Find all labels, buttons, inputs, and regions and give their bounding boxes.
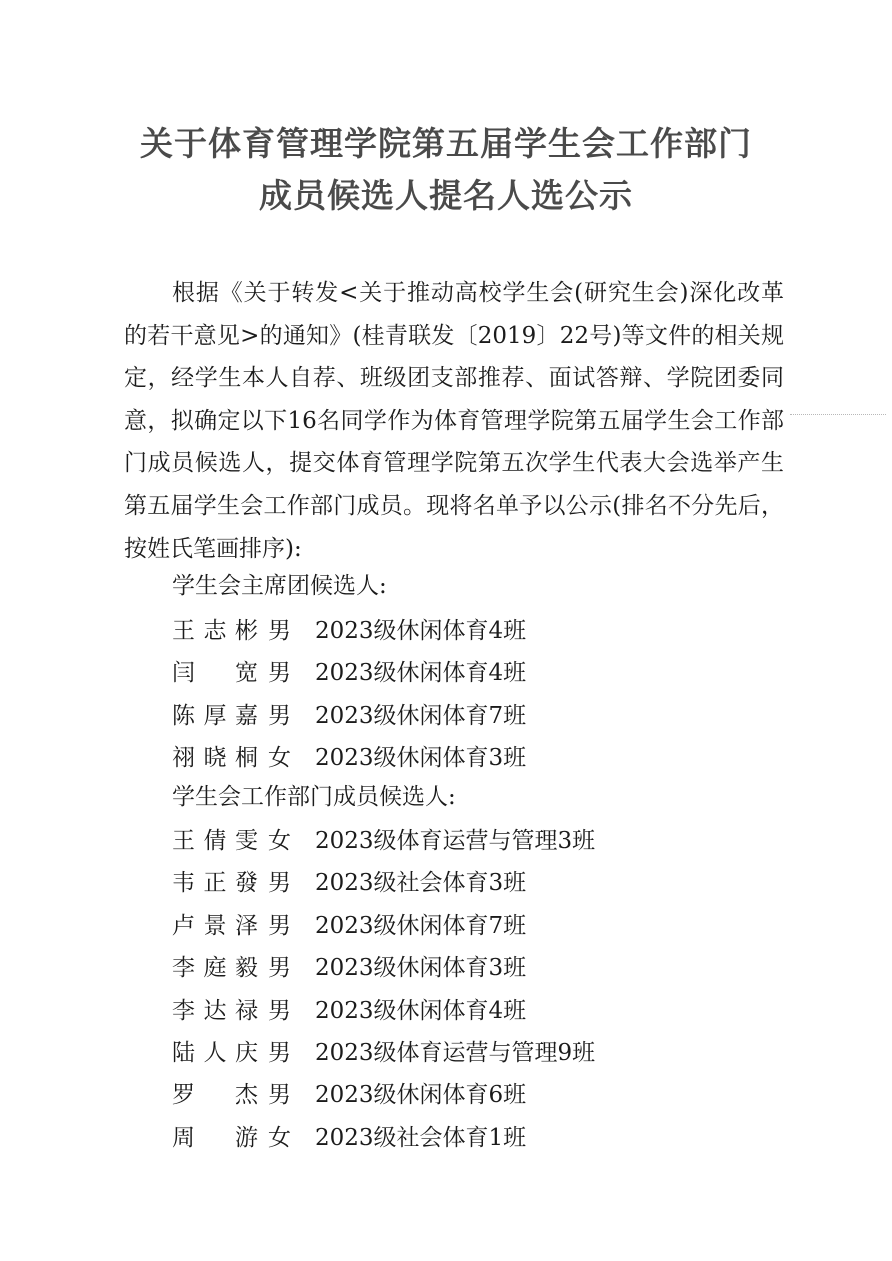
candidate-name: 祤晓桐 xyxy=(172,745,258,772)
candidate-name: 李庭毅 xyxy=(172,955,258,982)
candidate-name: 卢景泽 xyxy=(172,912,258,939)
candidate-name: 韦正發 xyxy=(172,870,258,897)
body-paragraph: 根据《关于转发<关于推动高校学生会(研究生会)深化改革的若干意见>的通知》(桂青联发〔2019〕22号)等文件的相关规定，经学生本人自荐、班级团支部推荐、面试答辩、学院团委同意，拟确定以下16名同学作为体育管理学院第五届学生会工作部门成员候选人，提交体育管理学院第五次学生代表大会选举产生第五届学生会工作部门成员。现将名单予以公示(排名不分先后，按姓氏笔画排序): xyxy=(124,280,784,562)
document-title-line-2: 成员候选人提名人选公示 xyxy=(259,176,633,215)
candidate-class: 2023级社会体育3班 xyxy=(315,870,527,897)
candidate-class: 2023级休闲体育7班 xyxy=(315,912,527,939)
departments-heading: 学生会工作部门成员候选人: xyxy=(172,784,456,810)
candidate-gender: 男 xyxy=(268,1082,291,1109)
candidate-class: 2023级体育运营与管理9班 xyxy=(315,1039,596,1066)
candidate-gender: 男 xyxy=(268,1039,291,1066)
candidate-name: 陆人庆 xyxy=(172,1039,258,1066)
candidate-name: 李达禄 xyxy=(172,997,258,1024)
candidate-name: 罗杰 xyxy=(172,1082,258,1109)
candidate-gender: 女 xyxy=(268,745,291,772)
candidate-class: 2023级休闲体育3班 xyxy=(315,745,527,772)
candidate-name: 周游 xyxy=(172,1124,258,1151)
candidate-class: 2023级休闲体育4班 xyxy=(315,618,527,644)
candidate-class: 2023级休闲体育4班 xyxy=(315,660,527,687)
candidate-name: 陈厚嘉 xyxy=(172,702,258,729)
candidate-gender: 女 xyxy=(268,828,291,854)
candidate-name: 王倩雯 xyxy=(172,828,258,854)
candidate-class: 2023级休闲体育7班 xyxy=(315,702,527,729)
candidate-name: 闫宽 xyxy=(172,660,258,687)
candidate-class: 2023级休闲体育6班 xyxy=(315,1082,527,1109)
candidate-class: 2023级休闲体育3班 xyxy=(315,955,527,982)
candidate-class: 2023级社会体育1班 xyxy=(315,1124,527,1151)
candidate-gender: 男 xyxy=(268,997,291,1024)
candidate-class: 2023级休闲体育4班 xyxy=(315,997,527,1024)
candidate-gender: 男 xyxy=(268,955,291,982)
candidate-gender: 男 xyxy=(268,870,291,897)
candidate-gender: 男 xyxy=(268,618,291,644)
presidium-heading: 学生会主席团候选人: xyxy=(172,573,387,599)
document-title-line-1: 关于体育管理学院第五届学生会工作部门 xyxy=(140,124,752,163)
scan-artifact-line xyxy=(790,414,886,415)
candidate-gender: 男 xyxy=(268,912,291,939)
candidate-gender: 男 xyxy=(268,702,291,729)
candidate-gender: 男 xyxy=(268,660,291,687)
candidate-gender: 女 xyxy=(268,1124,291,1151)
candidate-name: 王志彬 xyxy=(172,618,258,644)
candidate-class: 2023级体育运营与管理3班 xyxy=(315,828,596,854)
